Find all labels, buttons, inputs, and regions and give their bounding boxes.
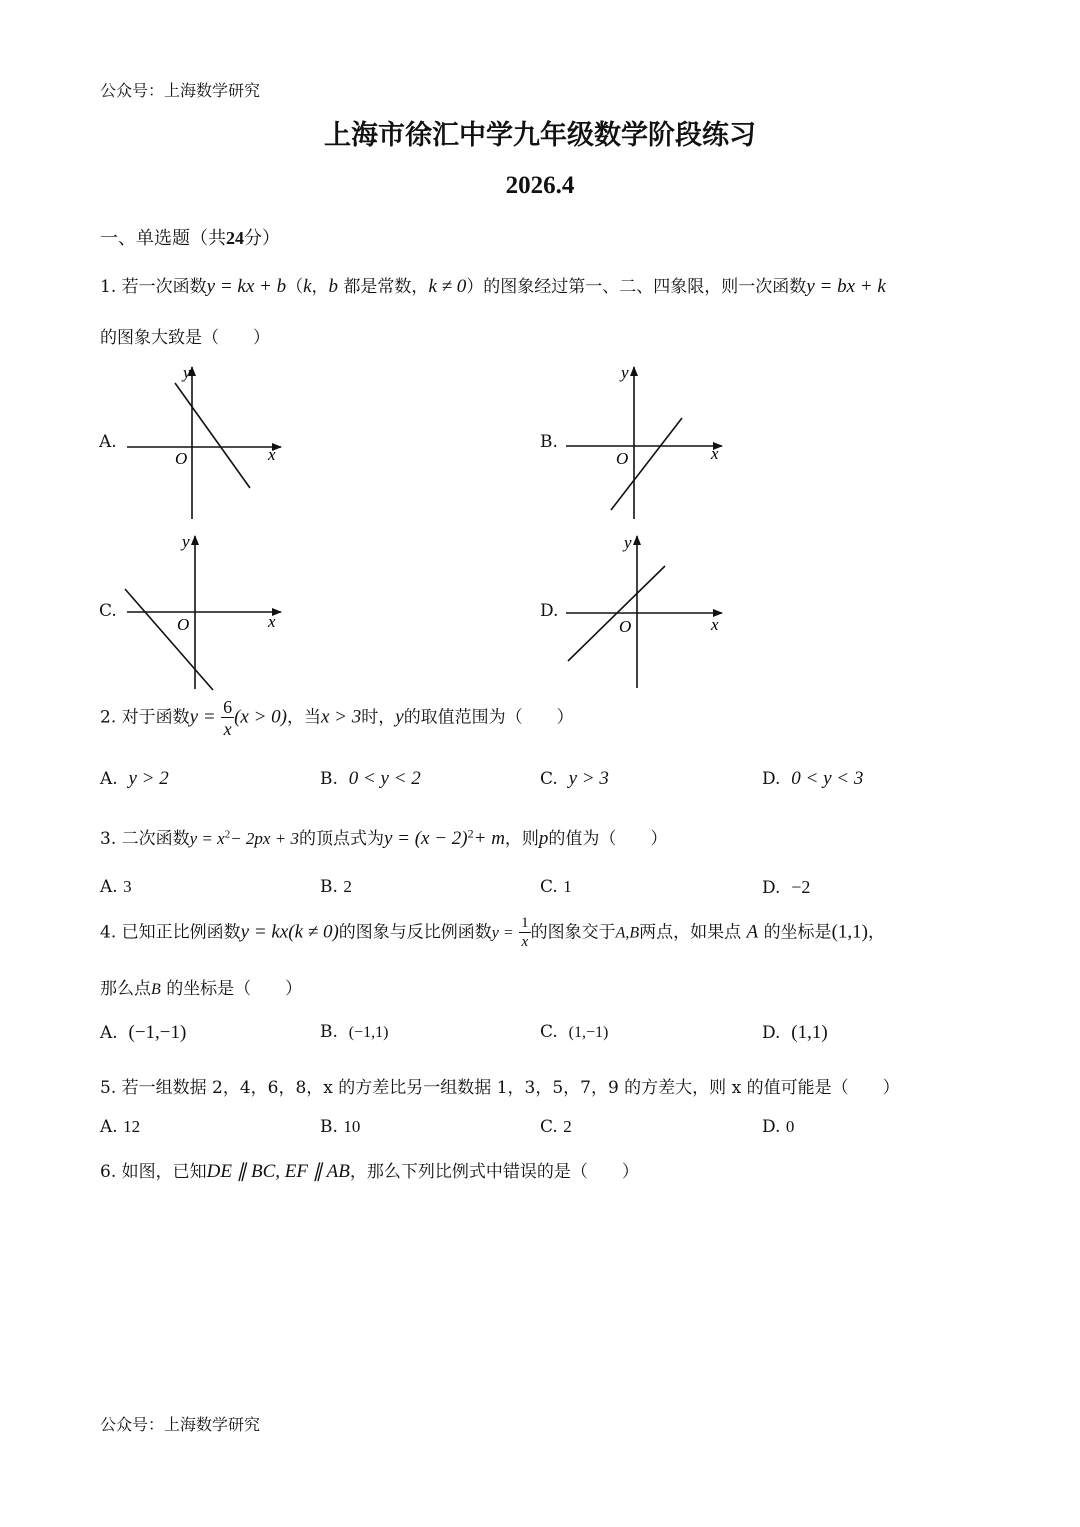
graph-d-y-label: y <box>624 533 632 552</box>
q3-option-b[interactable]: B. 2 <box>320 877 352 897</box>
q2-option-b[interactable]: B. 0 < y < 2 <box>320 768 421 789</box>
graph-c-origin-label: O <box>177 615 190 634</box>
graph-a <box>127 363 281 519</box>
graph-b <box>566 363 722 519</box>
page-title: 上海市徐汇中学九年级数学阶段练习 <box>324 120 756 151</box>
graph-a-y-label: y <box>183 363 191 382</box>
graph-a-line <box>175 383 250 488</box>
question-5: 5. 若一组数据 2，4，6，8，x 的方差比另一组数据 1，3，5，7，9 的方差大，则 x 的值可能是（ ） <box>100 1078 900 1098</box>
graph-b-origin-label: O <box>616 449 629 468</box>
question-4-line-1: 4. 已知正比例函数y = kx(k ≠ 0)的图象与反比例函数y = $\frac{1}{x}$ 的图象交于A,B两点，如果点 A 的坐标是(1,1)， <box>100 915 885 950</box>
q3-option-a[interactable]: A. 3 <box>100 877 132 897</box>
q5-option-a[interactable]: A. 12 <box>100 1117 141 1137</box>
q1-option-c-label[interactable]: C. <box>99 601 117 621</box>
question-3: 3. 二次函数$y = x^2- 2px + 3$的顶点式为$y = (x - 2)^2+ m$，则p的值为（ ） <box>100 826 668 849</box>
graph-d-origin-label: O <box>619 617 632 636</box>
page-date: 2026.4 <box>505 172 575 199</box>
q1-option-d-label[interactable]: D. <box>540 601 559 621</box>
question-6: 6. 如图，已知DE ∥ BC, EF ∥ AB，那么下列比例式中错误的是（ ） <box>100 1161 639 1182</box>
graph-b-y-label: y <box>621 363 629 382</box>
section-heading: 一、单选题（共24分） <box>100 228 280 249</box>
q5-option-d[interactable]: D. 0 <box>762 1117 795 1137</box>
q1-option-b-label[interactable]: B. <box>540 432 558 452</box>
graph-c <box>125 532 281 690</box>
graph-c-x-label: x <box>268 612 276 631</box>
question-1-line-1: 1. 若一次函数y = kx + b（k，b 都是常数，k ≠ 0）的图象经过第一、二、四象限，则一次函数y = bx + k <box>100 276 886 297</box>
q5-option-b[interactable]: B. 10 <box>320 1117 361 1137</box>
q4-option-a[interactable]: A. (−1,−1) <box>100 1022 187 1043</box>
q4-option-d[interactable]: D. (1,1) <box>762 1022 828 1043</box>
graph-d <box>566 533 722 688</box>
question-4-line-2: 那么点B 的坐标是（ ） <box>100 979 303 999</box>
graph-c-line <box>125 589 213 690</box>
graph-a-x-label: x <box>268 445 276 464</box>
q1-option-a-label[interactable]: A. <box>99 432 117 452</box>
q2-option-c[interactable]: C. y > 3 <box>540 768 609 789</box>
graph-c-y-label: y <box>182 532 190 551</box>
page-header: 公众号：上海数学研究 <box>100 81 261 100</box>
page-footer: 公众号：上海数学研究 <box>100 1415 261 1434</box>
graph-d-x-label: x <box>711 615 719 634</box>
q5-option-c[interactable]: C. 2 <box>540 1117 572 1137</box>
q3-option-c[interactable]: C. 1 <box>540 877 572 897</box>
q2-option-a[interactable]: A. y > 2 <box>100 768 169 789</box>
q3-option-d[interactable]: D. −2 <box>762 877 811 898</box>
q1-option-graphs <box>0 0 1080 700</box>
graph-a-origin-label: O <box>175 449 188 468</box>
graph-b-x-label: x <box>711 444 719 463</box>
q4-option-b[interactable]: B. (−1,1) <box>320 1022 389 1042</box>
question-2: 2. 对于函数y = $\frac{6}{x}$ (x > 0)，当x > 3时，y的取值范围为（ ） <box>100 697 574 739</box>
question-1-line-2: 的图象大致是（ ） <box>100 328 270 348</box>
q2-option-d[interactable]: D. 0 < y < 3 <box>762 768 864 789</box>
q4-option-c[interactable]: C. (1,−1) <box>540 1022 609 1042</box>
